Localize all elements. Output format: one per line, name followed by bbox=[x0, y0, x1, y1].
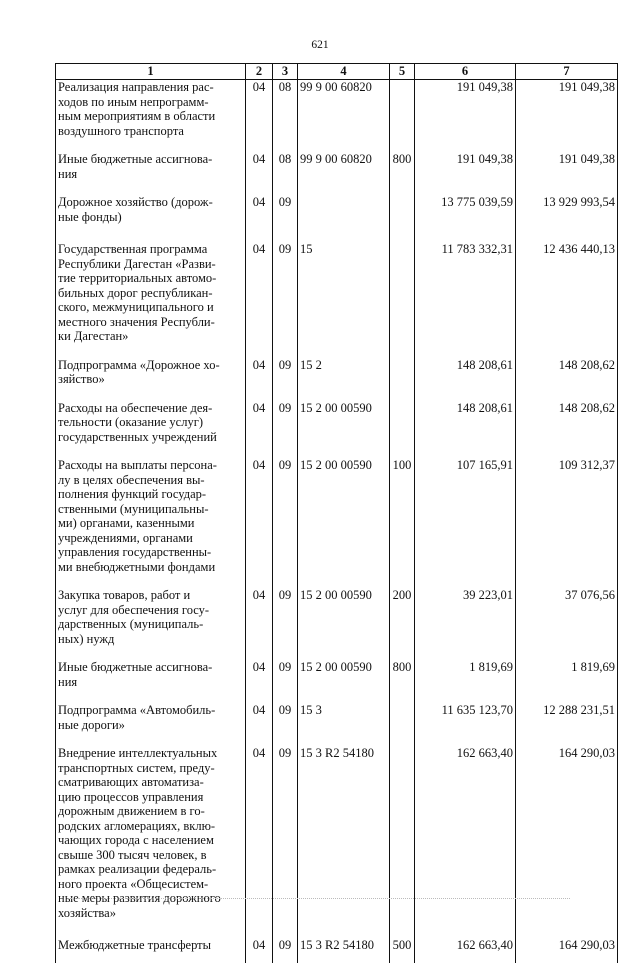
row-expense-type-code: 800 bbox=[390, 152, 415, 195]
row-amount-year-2: 164 290,03 bbox=[516, 938, 618, 963]
row-amount-year-2: 191 049,38 bbox=[516, 152, 618, 195]
row-expense-type-code bbox=[390, 242, 415, 358]
row-name-line: свыше 300 тысяч человек, в bbox=[58, 847, 207, 862]
row-target-article-code: 15 2 00 00590 bbox=[298, 458, 390, 588]
row-amount-year-2: 13 929 993,54 bbox=[516, 195, 618, 242]
row-name-line: Расходы на выплаты персона- bbox=[58, 458, 217, 472]
table-row bbox=[56, 358, 618, 401]
row-amount-year-1: 11 635 123,70 bbox=[415, 703, 516, 746]
row-subsection-code: 08 bbox=[273, 80, 298, 153]
row-expense-type-code bbox=[390, 80, 415, 153]
row-subsection-code: 09 bbox=[273, 195, 298, 242]
row-amount-year-1: 148 208,61 bbox=[415, 401, 516, 459]
row-name-line: управления государственны- bbox=[58, 545, 212, 559]
row-amount-year-2: 148 208,62 bbox=[516, 401, 618, 459]
row-name-line: лу в целях обеспечения вы- bbox=[58, 472, 205, 487]
row-name bbox=[56, 458, 246, 588]
row-name-line: ния bbox=[58, 674, 78, 689]
row-name-line: Государственная программа bbox=[58, 242, 208, 256]
row-amount-year-1: 162 663,40 bbox=[415, 746, 516, 938]
row-name-line: услуг для обеспечения госу- bbox=[58, 602, 210, 617]
table-row bbox=[56, 401, 618, 459]
table-row bbox=[56, 152, 618, 195]
row-name-line: зяйство» bbox=[58, 372, 105, 386]
row-section-code: 04 bbox=[246, 588, 273, 660]
row-name-line: ния bbox=[58, 166, 78, 181]
row-target-article-code: 15 3 bbox=[298, 703, 390, 746]
row-name-line: ского, межмуниципального и bbox=[58, 300, 214, 314]
row-target-article-code: 15 2 00 00590 bbox=[298, 401, 390, 459]
row-subsection-code: 08 bbox=[273, 152, 298, 195]
row-name bbox=[56, 80, 246, 153]
row-expense-type-code bbox=[390, 746, 415, 938]
column-header-7: 7 bbox=[516, 64, 618, 80]
table-row bbox=[56, 458, 618, 588]
row-name-line: Расходы на обеспечение дея- bbox=[58, 400, 213, 415]
row-section-code: 04 bbox=[246, 746, 273, 938]
row-section-code: 04 bbox=[246, 80, 273, 153]
row-amount-year-2: 164 290,03 bbox=[516, 746, 618, 938]
row-target-article-code: 99 9 00 60820 bbox=[298, 152, 390, 195]
row-subsection-code: 09 bbox=[273, 358, 298, 401]
row-amount-year-2: 12 288 231,51 bbox=[516, 703, 618, 746]
row-name-line: дорожным движением в го- bbox=[58, 804, 205, 818]
row-expense-type-code bbox=[390, 703, 415, 746]
column-header-6: 6 bbox=[415, 64, 516, 80]
row-target-article-code: 99 9 00 60820 bbox=[298, 80, 390, 153]
row-name-line: Межбюджетные трансферты bbox=[58, 938, 212, 952]
row-name-line: государственных учреждений bbox=[58, 429, 217, 444]
row-subsection-code: 09 bbox=[273, 703, 298, 746]
row-amount-year-1: 162 663,40 bbox=[415, 938, 516, 963]
row-name-line: воздушного транспорта bbox=[58, 123, 184, 138]
table-row bbox=[56, 242, 618, 358]
row-section-code: 04 bbox=[246, 358, 273, 401]
table-header-row bbox=[56, 64, 618, 80]
row-amount-year-1: 191 049,38 bbox=[415, 152, 516, 195]
row-amount-year-2: 1 819,69 bbox=[516, 660, 618, 703]
row-amount-year-1: 39 223,01 bbox=[415, 588, 516, 660]
row-name-line: Подпрограмма «Автомобиль- bbox=[58, 703, 216, 717]
column-header-4: 4 bbox=[298, 64, 390, 80]
row-name-line: ственными (муниципальны- bbox=[58, 501, 209, 516]
row-name-line: Иные бюджетные ассигнова- bbox=[58, 152, 213, 166]
row-amount-year-2: 148 208,62 bbox=[516, 358, 618, 401]
table-row bbox=[56, 746, 618, 938]
row-target-article-code: 15 2 00 00590 bbox=[298, 660, 390, 703]
row-name-line: ного проекта «Общесистем- bbox=[58, 876, 209, 891]
row-subsection-code: 09 bbox=[273, 746, 298, 938]
table-row bbox=[56, 703, 618, 746]
row-name bbox=[56, 660, 246, 703]
row-name bbox=[56, 358, 246, 401]
row-name-line: сматривающих автоматиза- bbox=[58, 775, 204, 789]
row-name-line: ные дороги» bbox=[58, 717, 125, 732]
row-amount-year-2: 12 436 440,13 bbox=[516, 242, 618, 358]
row-name-line: Реализация направления рас- bbox=[58, 80, 214, 94]
row-subsection-code: 09 bbox=[273, 660, 298, 703]
row-section-code: 04 bbox=[246, 703, 273, 746]
row-amount-year-1: 1 819,69 bbox=[415, 660, 516, 703]
row-name-line: тие территориальных автомо- bbox=[58, 271, 217, 285]
row-section-code: 04 bbox=[246, 152, 273, 195]
row-name-line: полнения функций государ- bbox=[58, 487, 207, 501]
row-target-article-code: 15 2 00 00590 bbox=[298, 588, 390, 660]
budget-table bbox=[55, 63, 618, 963]
row-name-line: ходов по иным непрограмм- bbox=[58, 94, 209, 109]
table-row bbox=[56, 195, 618, 242]
row-name bbox=[56, 401, 246, 459]
row-target-article-code: 15 2 bbox=[298, 358, 390, 401]
row-name-line: рамках реализации федераль- bbox=[58, 862, 217, 876]
row-amount-year-1: 13 775 039,59 bbox=[415, 195, 516, 242]
row-name bbox=[56, 746, 246, 938]
row-name-line: ных) нужд bbox=[58, 631, 115, 646]
row-name bbox=[56, 195, 246, 242]
column-header-5: 5 bbox=[390, 64, 415, 80]
row-name-line: Республики Дагестан «Разви- bbox=[58, 256, 216, 271]
row-section-code: 04 bbox=[246, 242, 273, 358]
row-subsection-code: 09 bbox=[273, 401, 298, 459]
row-name-line: хозяйства» bbox=[58, 905, 116, 920]
row-name-line: Дорожное хозяйство (дорож- bbox=[58, 195, 213, 209]
page-footer-line bbox=[70, 898, 570, 899]
row-section-code: 04 bbox=[246, 660, 273, 703]
table-row bbox=[56, 588, 618, 660]
row-expense-type-code bbox=[390, 401, 415, 459]
row-name-line: транспортных систем, преду- bbox=[58, 760, 215, 775]
row-amount-year-1: 107 165,91 bbox=[415, 458, 516, 588]
row-amount-year-2: 191 049,38 bbox=[516, 80, 618, 153]
row-name-line: местного значения Республи- bbox=[58, 314, 215, 329]
row-subsection-code: 09 bbox=[273, 458, 298, 588]
row-name bbox=[56, 242, 246, 358]
row-expense-type-code: 500 bbox=[390, 938, 415, 963]
column-header-1: 1 bbox=[56, 64, 246, 80]
row-name bbox=[56, 938, 246, 963]
row-subsection-code: 09 bbox=[273, 938, 298, 963]
row-name-line: ные меры развития дорожного bbox=[58, 891, 221, 905]
row-name-line: тельности (оказание услуг) bbox=[58, 415, 203, 429]
row-amount-year-2: 37 076,56 bbox=[516, 588, 618, 660]
column-header-3: 3 bbox=[273, 64, 298, 80]
row-section-code: 04 bbox=[246, 458, 273, 588]
row-expense-type-code: 100 bbox=[390, 458, 415, 588]
row-name-line: бильных дорог республикан- bbox=[58, 285, 213, 300]
row-name bbox=[56, 152, 246, 195]
table-row bbox=[56, 938, 618, 963]
row-name-line: цию процессов управления bbox=[58, 789, 204, 804]
row-name-line: ным мероприятиям в области bbox=[58, 109, 216, 123]
row-section-code: 04 bbox=[246, 401, 273, 459]
row-target-article-code: 15 3 R2 54180 bbox=[298, 938, 390, 963]
row-name-line: ми) органами, казенными bbox=[58, 516, 195, 530]
row-expense-type-code bbox=[390, 358, 415, 401]
row-name-line: учреждениями, органами bbox=[58, 530, 193, 545]
row-subsection-code: 09 bbox=[273, 588, 298, 660]
row-amount-year-1: 11 783 332,31 bbox=[415, 242, 516, 358]
row-name-line: ми внебюджетными фондами bbox=[58, 559, 216, 574]
row-name-line: ные фонды) bbox=[58, 209, 122, 224]
table-row bbox=[56, 80, 618, 153]
row-target-article-code: 15 bbox=[298, 242, 390, 358]
row-amount-year-1: 191 049,38 bbox=[415, 80, 516, 153]
row-target-article-code bbox=[298, 195, 390, 242]
row-amount-year-1: 148 208,61 bbox=[415, 358, 516, 401]
page-number: 621 bbox=[311, 39, 329, 51]
row-expense-type-code: 800 bbox=[390, 660, 415, 703]
row-name-line: Внедрение интеллектуальных bbox=[58, 746, 218, 760]
row-name-line: Подпрограмма «Дорожное хо- bbox=[58, 357, 220, 372]
row-amount-year-2: 109 312,37 bbox=[516, 458, 618, 588]
row-name-line: ки Дагестан» bbox=[58, 329, 129, 343]
table-row bbox=[56, 660, 618, 703]
row-name-line: дарственных (муниципаль- bbox=[58, 617, 204, 631]
row-name-line: родских агломерациях, вклю- bbox=[58, 818, 216, 833]
table-body bbox=[56, 80, 618, 963]
row-name-line: Иные бюджетные ассигнова- bbox=[58, 660, 213, 674]
row-section-code: 04 bbox=[246, 938, 273, 963]
column-header-2: 2 bbox=[246, 64, 273, 80]
row-name bbox=[56, 703, 246, 746]
row-expense-type-code bbox=[390, 195, 415, 242]
row-name-line: чающих города с населением bbox=[58, 833, 214, 847]
row-expense-type-code: 200 bbox=[390, 588, 415, 660]
row-name bbox=[56, 588, 246, 660]
row-name-line: Закупка товаров, работ и bbox=[58, 588, 191, 602]
row-target-article-code: 15 3 R2 54180 bbox=[298, 746, 390, 938]
row-section-code: 04 bbox=[246, 195, 273, 242]
row-subsection-code: 09 bbox=[273, 242, 298, 358]
